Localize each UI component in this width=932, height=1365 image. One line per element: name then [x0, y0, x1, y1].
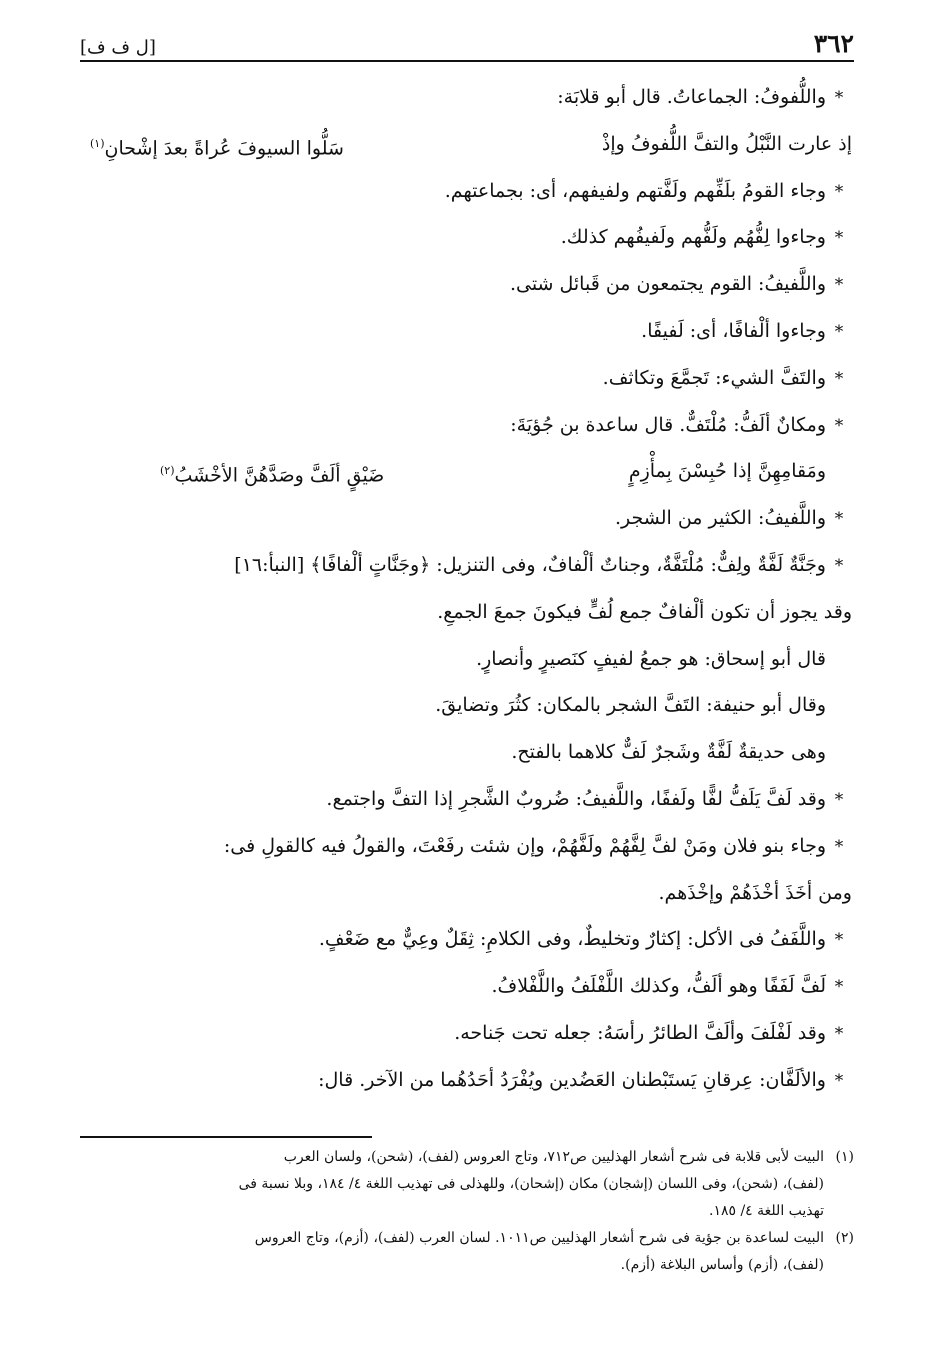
verse-second-hemistich — [90, 121, 344, 168]
entry-text: وقد لَفَّ يَلَفُّ لفًّا ولَففًا، واللَّفيفُ: ضُروبٌ الشَّجرِ إذا التفَّ واجتمع. — [326, 787, 826, 810]
verse-first-hemistich: إذ عارت النَّبْلُ والتفَّ اللُّفوفُ وإذْ — [601, 132, 852, 155]
continuation-line — [80, 589, 852, 636]
entry-text: وقال أبو حنيفة: التَفَّ الشجر بالمكان: كثُرَ وتضايقَ. — [435, 694, 826, 717]
footnote-text: تهذيب اللغة ٤/ ١٨٥. — [708, 1203, 824, 1219]
entry-line — [80, 776, 852, 823]
header-rule — [80, 60, 854, 62]
entry-text: وجَنَّةٌ لَفَّةٌ ولِفٌّ: مُلْتَفَّةٌ، وجناتٌ ألْفافٌ، وفى التنزيل: ﴿وجَنَّاتٍ ألْفافًا﴾ [النبأ:١٦] — [234, 553, 826, 576]
entry-asterisk: * — [834, 1070, 844, 1091]
entry-line — [80, 495, 852, 542]
entry-text: لَفَّ لَفَفًا وهو ألَفُّ، وكذلك اللَّفْلَفُ واللَّفْلافُ. — [491, 975, 826, 998]
entry-text: واللَّفيفُ: القوم يجتمعون من قَبائل شتى. — [509, 273, 826, 296]
entry-asterisk: * — [834, 181, 844, 202]
footnote-text: (لفف)، (أزم) وأساس البلاغة (أزم). — [620, 1257, 824, 1273]
footnote-line — [80, 1252, 854, 1279]
entry-line — [80, 214, 852, 261]
footnote-text: (لفف)، (شحن)، وفى اللسان (إشجان) مكان (إشحان)، وللهذلى فى تهذيب اللغة ٤/ ١٨٤، وبلا نسبة فى — [238, 1176, 824, 1192]
entry-line — [80, 916, 852, 963]
entry-asterisk: * — [834, 1023, 844, 1044]
entry-asterisk: * — [834, 555, 844, 576]
entry-asterisk: * — [834, 321, 844, 342]
entry-line — [80, 355, 852, 402]
footnote-line — [80, 1171, 854, 1198]
entry-asterisk: * — [834, 368, 844, 389]
entry-asterisk: * — [834, 836, 844, 857]
entry-line — [80, 168, 852, 215]
continuation-line — [80, 870, 852, 917]
entry-body — [80, 74, 852, 1104]
entry-line — [80, 963, 852, 1010]
footnote-text: البيت لساعدة بن جؤية فى شرح أشعار الهذليين ص١٠١١. لسان العرب (لفف)، (أزم)، وتاج العروس — [254, 1230, 824, 1246]
footnote-line — [80, 1144, 854, 1171]
verse-line — [80, 448, 852, 495]
entry-text: واللَّفيفُ: الكثير من الشجر. — [614, 507, 826, 530]
entry-text: والتَفَّ الشيء: تَجمَّعَ وتكاثف. — [602, 366, 826, 389]
entry-text: ومن أخَذَ أخْذَهُمْ وإخْذَهم. — [658, 881, 852, 904]
entry-text: وهى حديقةٌ لَفَّةٌ وشَجرٌ لَفٌّ كلاهما بالفتح. — [511, 741, 826, 764]
entry-text: وجاء بنو فلان ومَنْ لفَّ لِفَّهُمْ ولَفَّهُمْ، وإن شئت رفَعْتَ، والقولُ فيه كالقولِ فى: — [223, 834, 826, 857]
continuation-line — [80, 682, 852, 729]
continuation-line — [80, 729, 852, 776]
entry-text: وقد لَفْلَفَ وألَفَّ الطائرُ رأسَهُ: جعله تحت جَناحه. — [454, 1021, 826, 1044]
hemistich-text: سَلُّوا السيوفَ عُراةً بعدَ إشْحانِ — [104, 137, 344, 160]
entry-line — [80, 1057, 852, 1104]
footnote-line — [80, 1225, 854, 1252]
verse-line — [80, 121, 852, 168]
entry-line — [80, 261, 852, 308]
entry-asterisk: * — [834, 509, 844, 530]
entry-line — [80, 1010, 852, 1057]
page-number: ٣٦٢ — [813, 29, 854, 58]
entry-asterisk: * — [834, 88, 844, 108]
entry-asterisk: * — [834, 228, 844, 249]
entry-text: ومكانٌ ألَفُّ: مُلْتَفٌّ. قال ساعدة بن جُؤيَةَ: — [510, 413, 826, 436]
entry-text: وجاءوا ألْفافًا، أى: لَفيفًا. — [641, 319, 826, 342]
continuation-line — [80, 636, 852, 683]
entry-text: وجاء القومُ بلَفِّهم ولَفَّتهم ولفيفهم، أى: بجماعتهم. — [444, 179, 826, 202]
entry-line — [80, 823, 852, 870]
footnotes — [80, 1144, 854, 1279]
entry-line — [80, 308, 852, 355]
footnote-marker: (١) — [90, 136, 105, 150]
entry-text: وقد يجوز أن تكون ألْفافٌ جمع لُفٍّ فيكونَ جمعَ الجمعِ. — [437, 600, 852, 623]
entry-text: واللَّفَفُ فى الأكل: إكثارٌ وتخليطٌ، وفى الكلامِ: ثِقَلٌ وعِيٌّ مع ضَعْفٍ. — [318, 928, 826, 951]
footnote-marker: (٢) — [160, 464, 175, 478]
entry-text: واللُّفوفُ: الجماعاتُ. قال أبو قلابَة: — [557, 86, 826, 108]
verse-first-hemistich: ومَقامِهِنَّ إذا حُبِسْنَ بِمأْزِمٍ — [628, 460, 826, 483]
entry-asterisk: * — [834, 275, 844, 296]
footnote-number: (١) — [835, 1149, 854, 1165]
entry-text: قال أبو إسحاق: هو جمعُ لفيفٍ كنَصيرٍ وأنصارٍ. — [476, 647, 826, 670]
entry-line — [80, 542, 852, 589]
entry-line — [80, 74, 852, 121]
entry-line — [80, 402, 852, 449]
entry-asterisk: * — [834, 930, 844, 951]
footnote-text: البيت لأبى قلابة فى شرح أشعار الهذليين ص٧١٢، وتاج العروس (لفف)، (شحن)، ولسان العرب — [283, 1149, 824, 1165]
footnote-number: (٢) — [835, 1230, 854, 1246]
page-header — [80, 24, 854, 58]
footnote-rule — [80, 1136, 372, 1138]
verse-second-hemistich — [160, 448, 384, 495]
entry-asterisk: * — [834, 415, 844, 436]
entry-text: وجاءوا لِفُّهُم ولَفُّهم ولَفيفُهم كذلك. — [560, 226, 826, 249]
hemistich-text: ضَيْقٍ ألَفَّ وصَدَّهُنَّ الأخْشَبُ — [174, 464, 385, 487]
entry-asterisk: * — [834, 977, 844, 998]
entry-text: والألَفَّان: عِرقانِ يَستَبْطنان العَضُدين ويُفْرَدُ أحَدُهُما من الآخر. قال: — [318, 1068, 826, 1091]
root-label: [ل ف ف] — [80, 37, 156, 58]
entry-asterisk: * — [834, 789, 844, 810]
footnote-line — [80, 1198, 854, 1225]
